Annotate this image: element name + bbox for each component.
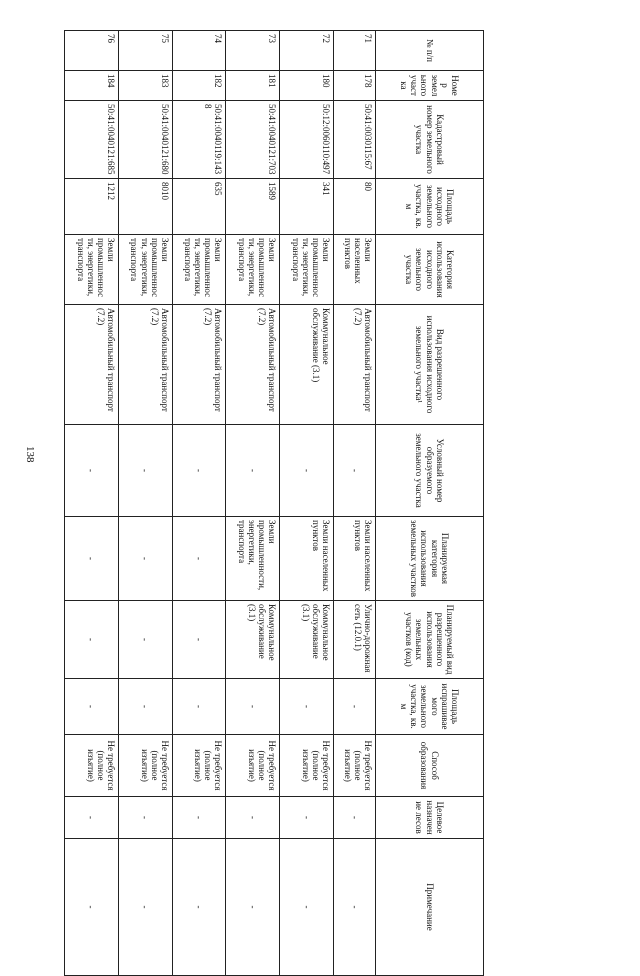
header-cell-cadastral-number: Кадастровый номер земельного участка [376, 101, 484, 179]
table-row [280, 31, 334, 976]
cell-index: 75 [118, 31, 172, 71]
table-row [172, 31, 226, 976]
table-container [64, 30, 484, 931]
cell-planned-permitted-use: - [65, 601, 119, 679]
cell-plot-number: 184 [65, 71, 119, 101]
land-plots-table [64, 30, 484, 976]
header-cell-note: Примечание [376, 839, 484, 976]
table-header [376, 31, 484, 976]
cell-planned-permitted-use: Коммунальное обслуживание (3.1) [280, 601, 334, 679]
cell-index: 71 [334, 31, 376, 71]
cell-index: 74 [172, 31, 226, 71]
header-row [376, 31, 484, 976]
header-cell-plot-number: Номер земельного участка [376, 71, 484, 101]
header-cell-source-permitted-use: Вид разрешенного использования исходного земельного участка¹ [376, 305, 484, 425]
cell-planned-category: - [172, 517, 226, 601]
cell-formation-method: Не требуется (полное изъятие) [65, 735, 119, 797]
cell-source-category: Земли промышленности, энергетики, транспорта [118, 235, 172, 305]
cell-plot-number: 178 [334, 71, 376, 101]
cell-source-area: 8010 [118, 179, 172, 235]
cell-index: 73 [226, 31, 280, 71]
cell-source-permitted-use: Автомобильный транспорт (7.2) [226, 305, 280, 425]
cell-source-category: Земли населенных пунктов [334, 235, 376, 305]
cell-note: - [118, 839, 172, 976]
cell-source-permitted-use: Автомобильный транспорт (7.2) [172, 305, 226, 425]
table-row [118, 31, 172, 976]
cell-formation-method: Не требуется (полное изъятие) [118, 735, 172, 797]
cell-requested-area: - [65, 679, 119, 735]
cell-note: - [334, 839, 376, 976]
cell-plot-number: 181 [226, 71, 280, 101]
header-cell-index: № п/п [376, 31, 484, 71]
cell-formation-method: Не требуется (полное изъятие) [226, 735, 280, 797]
cell-source-category: Земли промышленности, энергетики, транспорта [226, 235, 280, 305]
cell-note: - [65, 839, 119, 976]
header-cell-forest-purpose: Целевое назначение лесов [376, 797, 484, 839]
cell-source-permitted-use: Автомобильный транспорт (7.2) [65, 305, 119, 425]
cell-conditional-number: - [334, 425, 376, 517]
cell-index: 72 [280, 31, 334, 71]
cell-source-area: 80 [334, 179, 376, 235]
cell-cadastral-number: 50:41:0040121:685 [65, 101, 119, 179]
cell-source-permitted-use: Автомобильный транспорт (7.2) [334, 305, 376, 425]
rotated-table-frame [64, 30, 484, 931]
cell-planned-permitted-use: Улично-дорожная сеть (12.0.1) [334, 601, 376, 679]
cell-source-area: 635 [172, 179, 226, 235]
header-cell-source-area: Площадь исходного земельного участка, кв. м [376, 179, 484, 235]
cell-note: - [280, 839, 334, 976]
cell-formation-method: Не требуется (полное изъятие) [280, 735, 334, 797]
cell-planned-permitted-use: - [118, 601, 172, 679]
cell-source-category: Земли промышленности, энергетики, транспорта [65, 235, 119, 305]
cell-plot-number: 182 [172, 71, 226, 101]
table-row [65, 31, 119, 976]
cell-requested-area: - [172, 679, 226, 735]
cell-plot-number: 180 [280, 71, 334, 101]
cell-forest-purpose: - [226, 797, 280, 839]
cell-cadastral-number: 50:41:0040121:703 [226, 101, 280, 179]
cell-planned-category: - [65, 517, 119, 601]
cell-requested-area: - [334, 679, 376, 735]
cell-forest-purpose: - [65, 797, 119, 839]
cell-planned-category: Земли промышленности, энергетики, транспорта [226, 517, 280, 601]
table-body [65, 31, 376, 976]
cell-source-area: 1589 [226, 179, 280, 235]
cell-index: 76 [65, 31, 119, 71]
cell-cadastral-number: 50:41:0040121:680 [118, 101, 172, 179]
cell-note: - [172, 839, 226, 976]
cell-planned-category: - [118, 517, 172, 601]
cell-cadastral-number: 50:12:0060110:497 [280, 101, 334, 179]
cell-cadastral-number: 50:41:0030115:67 [334, 101, 376, 179]
cell-conditional-number: - [118, 425, 172, 517]
header-cell-planned-permitted-use: Планируемый вид разрешенного использования земельных участков (код) [376, 601, 484, 679]
cell-forest-purpose: - [280, 797, 334, 839]
cell-forest-purpose: - [118, 797, 172, 839]
cell-planned-permitted-use: - [172, 601, 226, 679]
cell-formation-method: Не требуется (полное изъятие) [334, 735, 376, 797]
page-number: 138 [24, 446, 36, 463]
cell-planned-permitted-use: Коммунальное обслуживание (3.1) [226, 601, 280, 679]
cell-source-area: 341 [280, 179, 334, 235]
cell-source-category: Земли промышленности, энергетики, транспорта [280, 235, 334, 305]
header-cell-source-category: Категория использования исходного земельного участка [376, 235, 484, 305]
header-cell-conditional-number: Условный номер образуемого земельного участка [376, 425, 484, 517]
cell-planned-category: Земли населенных пунктов [334, 517, 376, 601]
cell-note: - [226, 839, 280, 976]
cell-plot-number: 183 [118, 71, 172, 101]
cell-forest-purpose: - [172, 797, 226, 839]
cell-formation-method: Не требуется (полное изъятие) [172, 735, 226, 797]
table-row [334, 31, 376, 976]
cell-requested-area: - [280, 679, 334, 735]
cell-conditional-number: - [65, 425, 119, 517]
header-cell-requested-area: Площадь испрашиваемого земельного участка, кв. м [376, 679, 484, 735]
cell-source-category: Земли промышленности, энергетики, транспорта [172, 235, 226, 305]
cell-source-permitted-use: Автомобильный транспорт (7.2) [118, 305, 172, 425]
cell-forest-purpose: - [334, 797, 376, 839]
cell-source-permitted-use: Коммунальное обслуживание (3.1) [280, 305, 334, 425]
cell-source-area: 1212 [65, 179, 119, 235]
cell-cadastral-number: 50:41:0040119:1438 [172, 101, 226, 179]
cell-requested-area: - [118, 679, 172, 735]
cell-planned-category: Земли населенных пунктов [280, 517, 334, 601]
header-cell-formation-method: Способ образования [376, 735, 484, 797]
header-cell-planned-category: Планируемая категория использования земельных участков [376, 517, 484, 601]
cell-conditional-number: - [226, 425, 280, 517]
cell-conditional-number: - [172, 425, 226, 517]
table-row [226, 31, 280, 976]
cell-conditional-number: - [280, 425, 334, 517]
cell-requested-area: - [226, 679, 280, 735]
